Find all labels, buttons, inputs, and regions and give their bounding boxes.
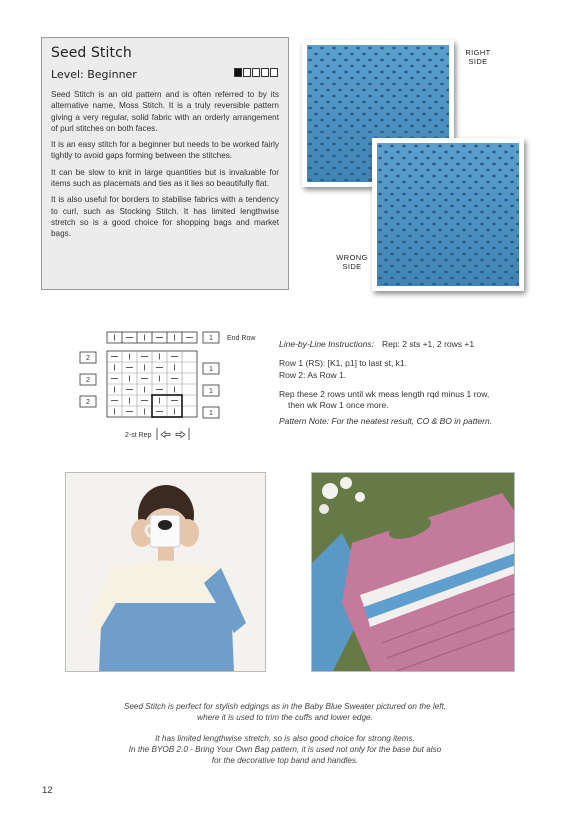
instruction-row2: Row 2: As Row 1. [279,370,347,380]
end-row-label: End Row [227,335,256,342]
level-label: Level: Beginner [51,68,137,81]
wrong-label-line: WRONG [336,253,368,262]
chart-repeat-indicator [125,428,189,440]
sweater-photo-illustration [66,473,266,672]
stitch-chart [78,327,278,445]
difficulty-square-empty [261,68,269,77]
description-paragraph: It is an easy stitch for a beginner but needs to be worked fairly tightly to avoid gaps forming between the stitches. [51,140,279,161]
bag-photo [311,472,515,672]
chart-left-numbers [80,352,96,407]
chart-row-number: 1 [209,366,213,373]
stitch-description [51,89,279,240]
difficulty-square-empty [270,68,278,77]
difficulty-square-empty [243,68,251,77]
repeat-summary: Rep: 2 sts +1, 2 rows +1 [381,339,475,349]
chart-row-number: 2 [86,355,90,362]
pattern-note: Pattern Note: For the neatest result, CO & BO in pattern. [279,416,493,426]
chart-row-number: 2 [86,377,90,384]
instructions-block [279,339,539,427]
wrong-side-label [334,253,370,271]
description-paragraph: It is also useful for borders to stabilise fabrics with a tendency to curl, such as Stocking Stitch. It has limited lengthwise stretch so is a good choice for shopping bags and market bags. [51,195,279,239]
sweater-photo [65,472,266,672]
caption-sweater [70,701,500,723]
caption-line: Seed Stitch is perfect for stylish edgings as in the Baby Blue Sweater pictured on the left, [123,702,447,711]
page-number: 12 [42,785,53,796]
instructions-heading: Line-by-Line Instructions: [279,339,374,349]
right-label-line: SIDE [468,57,488,66]
description-paragraph: Seed Stitch is an old pattern and is often referred to by its alternative name, Moss Stitch. It is a truly reversible pattern giving a very regular, solid fabric with an orderly arrangement of purl stitches on both faces. [51,90,279,133]
caption-line: In the BYOB 2.0 - Bring Your Own Bag pattern, it is used not only for the base but also [128,745,442,754]
chart-row-number: 2 [86,399,90,406]
level-row [51,65,279,81]
chart-right-numbers [203,363,219,418]
arrow-left-icon [161,432,170,438]
chart-row-number: 1 [209,410,213,417]
right-label-line: RIGHT [465,48,491,57]
chart-row-number: 1 [209,335,213,342]
instruction-row1: Row 1 (RS): [K1, p1] to last st, k1. [279,358,408,368]
wrong-label-line: SIDE [342,262,362,271]
caption-line: It has limited lengthwise stretch, so is also good choice for strong items. [155,734,415,743]
difficulty-meter [234,68,278,77]
instruction-repeat: Rep these 2 rows until wk meas length rqd minus 1 row, [279,389,490,399]
bag-photo-illustration [312,473,515,672]
repeat-label: 2-st Rep [125,432,152,439]
right-side-label [462,48,494,66]
caption-line: for the decorative top band and handles. [211,756,359,765]
arrow-right-icon [176,432,185,438]
caption-bag [70,733,500,766]
caption-line: where it is used to trim the cuffs and lower edge. [197,713,373,722]
chart-row-number: 1 [209,388,213,395]
chart-grid [107,351,197,417]
chart-key-row [107,332,256,343]
stitch-info-box [41,37,289,290]
stitch-title: Seed Stitch [51,45,132,61]
difficulty-square-empty [252,68,260,77]
description-paragraph: It can be slow to knit in large quantities but is invaluable for items such as placemats and ties as it lies so beautifully flat. [51,167,279,189]
difficulty-square-filled [234,68,242,77]
swatch-wrong-side-photo [372,138,524,291]
instruction-repeat-cont: then wk Row 1 once more. [288,400,389,410]
